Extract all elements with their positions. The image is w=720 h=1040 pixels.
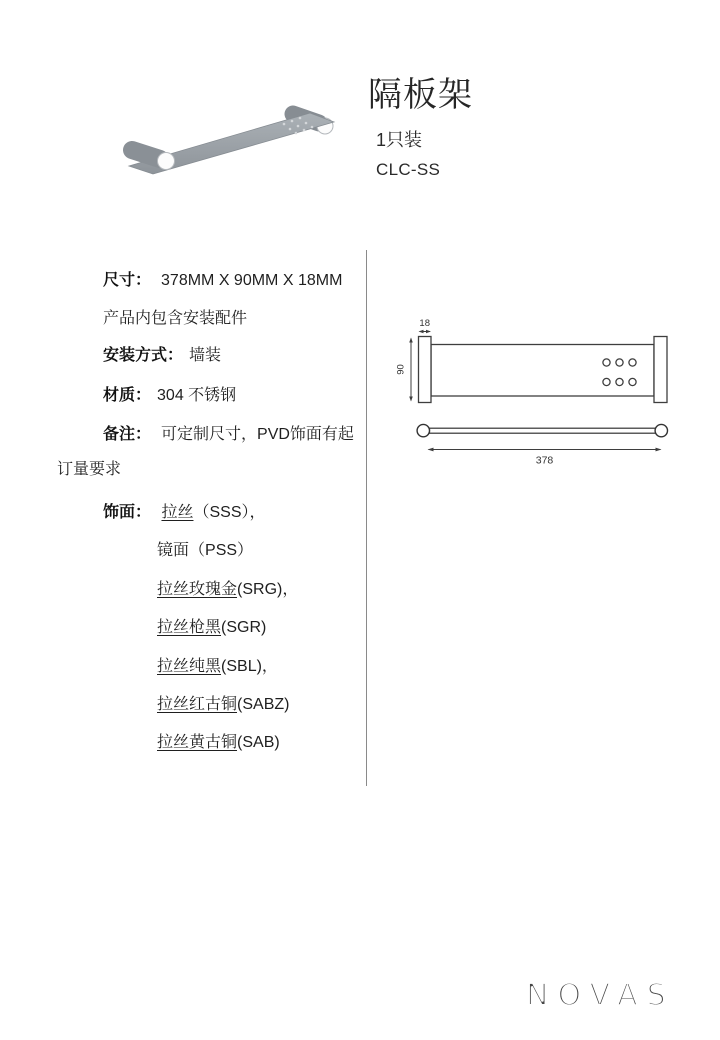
- spec-value: 订量要求: [57, 461, 122, 478]
- technical-drawing: [395, 305, 685, 473]
- dim-height-label: 90: [395, 364, 407, 375]
- spec-value: 304 不锈钢: [157, 387, 237, 404]
- finish-name: 拉丝玫瑰金: [157, 581, 238, 598]
- right-end-bracket: [654, 337, 667, 403]
- finish-code: (SAB): [237, 734, 280, 751]
- finish-row: [157, 580, 298, 600]
- spec-row-remarks-continued: [57, 460, 121, 480]
- left-end-bracket: [419, 337, 432, 403]
- front-rail: [132, 150, 160, 159]
- product-photo: [105, 85, 345, 215]
- spec-label: 安装方式：: [103, 347, 184, 364]
- spec-row-remarks: [103, 425, 354, 445]
- finish-code: （PSS）: [189, 542, 254, 559]
- dim-arrow-right: [656, 448, 662, 452]
- spec-value: 378MM X 90MM X 18MM: [161, 272, 343, 289]
- finishes-label: 饰面：: [103, 504, 152, 521]
- dim-arrow-up: [409, 338, 413, 343]
- finish-row: [157, 733, 280, 753]
- finish-code: （SSS），: [193, 504, 266, 521]
- finish-row: [157, 541, 253, 561]
- finish-row: [157, 657, 278, 677]
- spec-label: 材质：: [103, 387, 152, 404]
- spec-value: 墙装: [189, 347, 222, 364]
- spec-label: 备注：: [103, 426, 152, 443]
- dim-arrow-right: [426, 330, 431, 334]
- spec-row-included: [103, 309, 247, 329]
- spec-label: 尺寸：: [103, 272, 152, 289]
- front-rail-endcap: [158, 153, 175, 170]
- spec-value: 产品内包含安装配件: [103, 310, 248, 327]
- finish-row: [103, 503, 266, 523]
- page-title: 隔板架: [368, 75, 473, 115]
- finish-name: 拉丝纯黑: [157, 658, 222, 675]
- dim-arrow-left: [419, 330, 424, 334]
- front-view-right-cap: [655, 424, 667, 436]
- section-divider: [366, 250, 367, 786]
- finish-code: (SBL)，: [221, 658, 278, 675]
- shelf-outline: [431, 345, 654, 397]
- brand-logo-text: NOVAS: [526, 978, 675, 1013]
- finish-name: 拉丝红古铜: [157, 696, 238, 713]
- spec-row-material: [103, 386, 236, 406]
- finish-name: 镜面: [157, 542, 190, 559]
- front-view-bar: [430, 428, 657, 433]
- finish-name: 拉丝黄古铜: [157, 734, 238, 751]
- brand-logo: [520, 966, 700, 1016]
- spec-row-mounting: [103, 346, 221, 366]
- finish-name: 拉丝: [161, 504, 194, 521]
- spec-value: 可定制尺寸，PVD饰面有起: [161, 426, 354, 443]
- spec-row-dimensions: [103, 271, 342, 291]
- dim-arrow-down: [409, 397, 413, 402]
- model-number: CLC-SS: [376, 160, 441, 179]
- finish-row: [157, 618, 266, 638]
- dim-arrow-left: [428, 448, 434, 452]
- dim-length-label: 378: [535, 454, 554, 467]
- finish-name: 拉丝枪黑: [157, 619, 222, 636]
- pack-size-label: 1只装: [376, 130, 423, 150]
- finish-code: (SABZ): [237, 696, 290, 713]
- front-view-left-cap: [417, 424, 429, 436]
- finish-row: [157, 695, 289, 715]
- dim-depth-label: 18: [419, 318, 430, 329]
- finish-code: (SRG)，: [237, 581, 299, 598]
- finish-code: (SGR): [221, 619, 267, 636]
